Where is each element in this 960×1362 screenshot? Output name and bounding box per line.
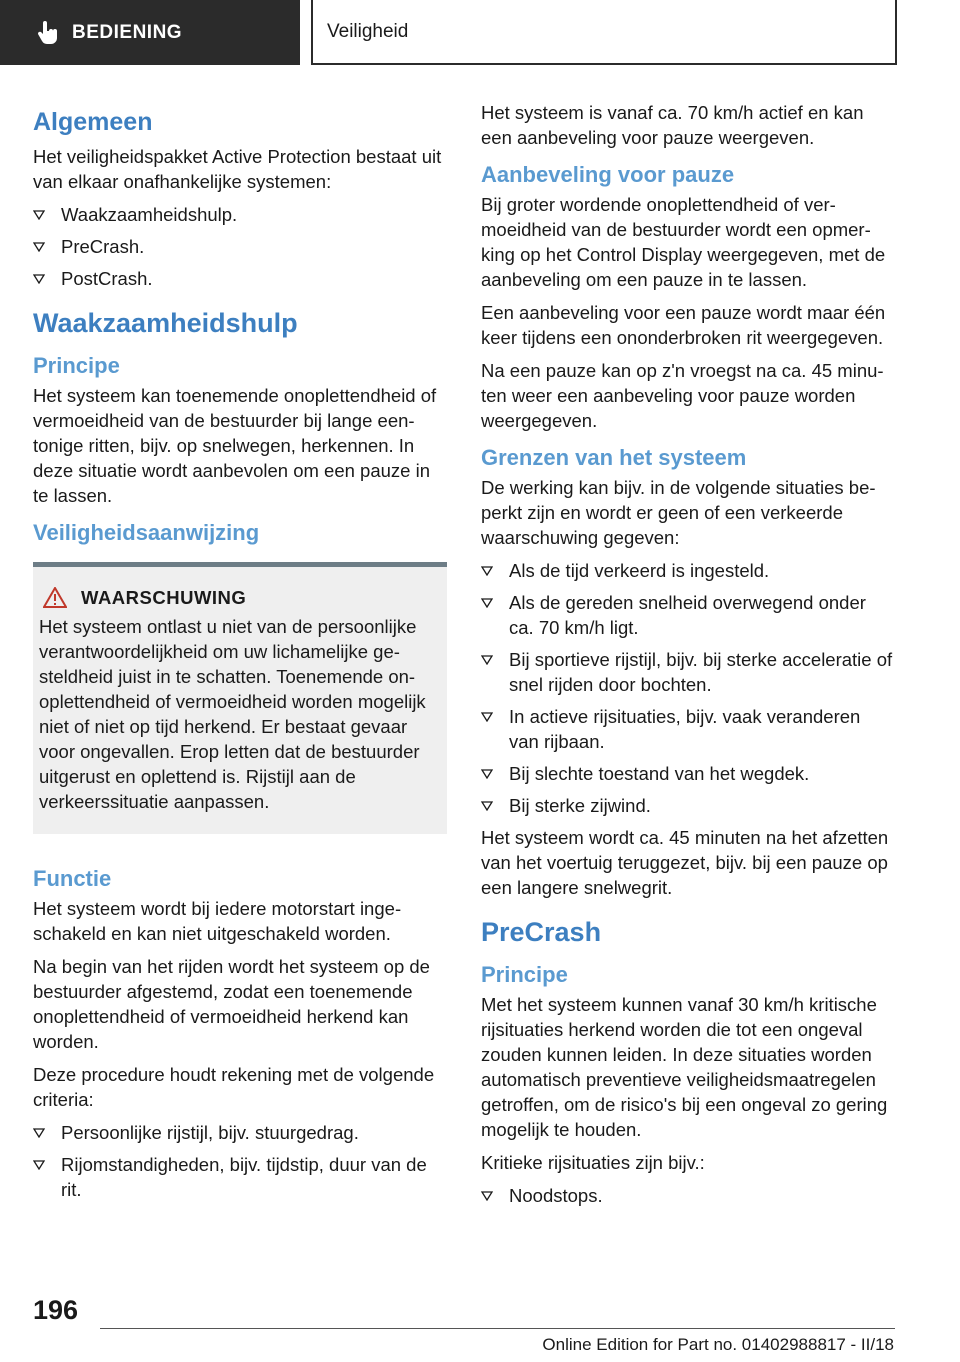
list-item-text: PreCrash. (61, 236, 145, 257)
paragraph: Na een pauze kan op z'n vroegst na ca. 45 minuten weer een aanbeveling voor pauze worden weergegeven. (481, 360, 884, 431)
chapter-tab (311, 0, 897, 65)
heading-veiligheidsaanwijzing: Veiligheidsaanwijzing (33, 520, 260, 545)
bullet-list (481, 1183, 895, 1208)
triangle-bullet-icon (33, 1128, 45, 1138)
heading-functie: Functie (33, 866, 112, 891)
paragraph: Het systeem is vanaf ca. 70 km/h actief en kan een aanbeveling voor pauze weergeven. (481, 102, 864, 148)
warning-title: WAARSCHUWING (81, 587, 247, 608)
section-label: BEDIENING (72, 22, 183, 43)
list-item (481, 793, 895, 818)
paragraph: Het systeem kan toenemende onoplettendheid of vermoeidheid van de bestuurder bij lange eentonige ritten, bijv. op snelwegen, herkennen. In deze situatie wordt aanbevolen om een pauze in te lassen. (33, 385, 437, 506)
paragraph: Met het systeem kunnen vanaf 30 km/h kritische rijsituaties herkend worden die tot een ongeval zouden kunnen leiden. In deze situaties worden automatisch preventieve veiligheidsmaatregelen getroffen, om de risico's bij een ongeval zo gering mogelijk te houden. (481, 994, 888, 1140)
list-item (33, 1120, 447, 1145)
triangle-bullet-icon (481, 801, 493, 811)
list-item (481, 590, 895, 640)
paragraph: Deze procedure houdt rekening met de volgende criteria: (33, 1064, 435, 1110)
list-item-text: Waakzaamheidshulp. (61, 204, 238, 225)
chapter-label: Veiligheid (327, 21, 409, 42)
list-item-text: Noodstops. (509, 1185, 603, 1206)
triangle-bullet-icon (33, 1160, 45, 1170)
warning-triangle-icon (43, 587, 67, 608)
bullet-list (481, 558, 895, 818)
triangle-bullet-icon (33, 274, 45, 284)
paragraph: Het systeem wordt ca. 45 minuten na het afzetten van het voertuig teruggezet, bijv. bij een pauze op een langere snelwegrit. (481, 827, 889, 898)
list-item (33, 1152, 447, 1202)
triangle-bullet-icon (481, 566, 493, 576)
list-item-text: Rijomstandigheden, bijv. tijdstip, duur van de rit. (61, 1154, 427, 1200)
bullet-list (33, 202, 447, 291)
list-item (481, 1183, 895, 1208)
list-item-text: In actieve rijsituaties, bijv. vaak veranderen van rijbaan. (509, 706, 861, 752)
list-item-text: Bij slechte toestand van het wegdek. (509, 763, 810, 784)
list-item (33, 266, 447, 291)
paragraph: Kritieke rijsituaties zijn bijv.: (481, 1152, 705, 1173)
list-item (33, 234, 447, 259)
paragraph: Het systeem wordt bij iedere motorstart ingeschakeld en kan niet uitgeschakeld worden. (33, 898, 402, 944)
triangle-bullet-icon (481, 1191, 493, 1201)
bullet-list (33, 1120, 447, 1202)
list-item (481, 704, 895, 754)
paragraph: Bij groter wordende onoplettendheid of vermoeidheid van de bestuurder wordt een opmerking op het Control Display weergegeven, met de aanbeveling om een pauze in te lassen. (481, 194, 886, 290)
list-item-text: Bij sterke zijwind. (509, 795, 651, 816)
heading-principe: Principe (33, 353, 120, 378)
paragraph: Het veiligheidspakket Active Protection bestaat uit van elkaar onafhankelijke systemen: (33, 146, 442, 192)
heading-waakzaamheidshulp: Waakzaamheidshulp (33, 308, 298, 338)
triangle-bullet-icon (33, 242, 45, 252)
triangle-bullet-icon (481, 655, 493, 665)
list-item (481, 647, 895, 697)
paragraph: De werking kan bijv. in de volgende situaties beperkt zijn en wordt er geen of een verkeerde waarschuwing gegeven: (481, 477, 876, 548)
list-item-text: Persoonlijke rijstijl, bijv. stuurgedrag. (61, 1122, 359, 1143)
left-column (33, 100, 447, 1209)
heading-principe: Principe (481, 962, 568, 987)
list-item-text: PostCrash. (61, 268, 153, 289)
footer-divider (100, 1328, 895, 1329)
section-tab (0, 0, 300, 65)
heading-algemeen: Algemeen (33, 108, 153, 136)
heading-grenzen: Grenzen van het systeem (481, 445, 747, 470)
warning-box (33, 562, 447, 834)
paragraph: Na begin van het rijden wordt het systeem op de bestuurder afgestemd, zodat een toenemende onoplettendheid of vermoeidheid herkend kan worden. (33, 956, 430, 1052)
heading-aanbeveling: Aanbeveling voor pauze (481, 162, 735, 187)
triangle-bullet-icon (481, 769, 493, 779)
paragraph: Een aanbeveling voor een pauze wordt maar één keer tijdens een ononderbroken rit weergegeven. (481, 302, 886, 348)
warning-text: Het systeem ontlast u niet van de persoonlijke verantwoordelijkheid om uw lichamelijke gesteldheid juist in te schatten. Toenemende onoplettendheid of vermoeidheid worden mogelijk niet of niet op tijd herkend. Er bestaat gevaar voor ongevallen. Erop letten dat de bestuurder uitgerust en oplettend is. Rijstijl aan de verkeerssituatie aanpassen. (39, 616, 426, 812)
list-item-text: Als de tijd verkeerd is ingesteld. (509, 560, 770, 581)
list-item-text: Als de gereden snelheid overwegend onder ca. 70 km/h ligt. (509, 592, 866, 638)
triangle-bullet-icon (481, 598, 493, 608)
heading-precrash: PreCrash (481, 917, 602, 947)
page-number: 196 (33, 1295, 79, 1325)
hand-pointer-icon (36, 21, 58, 45)
list-item (481, 761, 895, 786)
triangle-bullet-icon (481, 712, 493, 722)
list-item-text: Bij sportieve rijstijl, bijv. bij sterke acceleratie of snel rijden door bochten. (509, 649, 893, 695)
list-item (33, 202, 447, 227)
list-item (481, 558, 895, 583)
triangle-bullet-icon (33, 210, 45, 220)
warning-header (39, 585, 439, 610)
right-column (481, 100, 895, 1215)
edition-text: Online Edition for Part no. 01402988817 - II/18 (542, 1335, 894, 1354)
